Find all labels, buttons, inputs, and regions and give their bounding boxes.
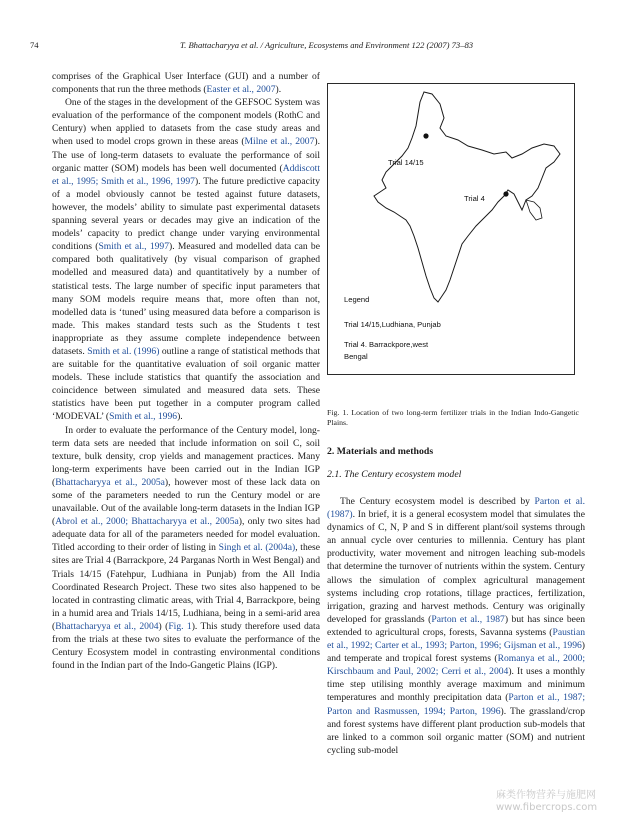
citation-link[interactable]: Parton et al. (1987)	[327, 496, 585, 521]
legend-entry-trial-4-cont: Bengal	[344, 352, 368, 361]
text-run: The Century ecosystem model is described by	[340, 496, 535, 507]
citation-link[interactable]: Paustian et al., 1992; Carter et al., 1993; Parton, 1996; Gijsman et al., 1996	[327, 626, 585, 652]
text-run: ) and temperate and tropical forest systems (	[327, 640, 585, 665]
text-run: comprises of the Graphical User Interface (GUI) and a number of components that run the three methods (	[52, 71, 320, 96]
trial-14-15-marker	[423, 133, 428, 138]
citation-link[interactable]: Easter et al., 2007	[206, 84, 276, 96]
running-header	[30, 40, 588, 54]
text-run: ) (	[158, 620, 169, 632]
watermark-line: 麻类作物营养与施肥网	[496, 790, 596, 801]
trial-4-label: Trial 4	[464, 194, 485, 203]
citation-link[interactable]: Bhattacharyya et al., 2005a	[55, 476, 165, 488]
text-run: outline a range of statistical methods that are suitable for the quantitative evaluation of soil organic matter models. These include statistics that quantify the association and coincidence between simulated and measured data sets. These statistics have been put together in a computer program called ‘MODEVAL’ (	[52, 345, 320, 423]
text-run: ). Measured and modelled data can be compared both qualitatively (by visual comparison of graphed modelled and measured data) and quantitatively by a number of statistical tests. The large number of specific input parameters that many SOM models require means that, more often than not, modelled data is ‘tuned’ using measured data before a comparison is made. This makes standard tests such as the Students t test inappropriate as they assume complete independence between datasets.	[52, 241, 320, 357]
section-title: 2. Materials and methods	[327, 446, 434, 457]
paragraph	[52, 424, 320, 673]
trial-14-15-label: Trial 14/15	[388, 158, 424, 167]
citation-link[interactable]: Smith et al., 1997	[98, 241, 170, 253]
citation-link[interactable]: Parton et al., 1987; Parton and Rasmussen, 1994; Parton, 1996	[327, 692, 585, 717]
text-run: ). This study therefore used data from the trials at these two sites to evaluate the performance of the Century Ecosystem model in contrasting environmental conditions found in the Indian part of the Indo-Gangetic Plains (IGP).	[52, 620, 320, 672]
trial-4-marker	[503, 191, 508, 196]
page-number: 74	[30, 40, 39, 50]
journal-citation: T. Bhattacharyya et al. / Agriculture, Ecosystems and Environment 122 (2007) 73–83	[180, 40, 474, 50]
left-column	[52, 70, 320, 672]
text-run: ). The grassland/crop and forest systems have different plant production sub-models that are linked to a common soil organic matter (SOM) and nutrient cycling sub-model	[327, 705, 585, 756]
text-run: . In brief, it is a general ecosystem model that simulates the dynamics of C, N, P and S in different plant/soil systems through an annual cycle over centuries to millennia. Century has plant productivity, water movement and nitrogen leaching sub-models that determine the turnover of nutrients within the system. Century allows the simulation of complex agricultural management systems including crop rotations, tillage practices, fertilization, irrigation, grazing and harvest methods. Century was originally developed for grasslands (	[327, 509, 585, 625]
text-run: ), however most of these lack data on some of the parameters needed to run the Century model or are unavailable. Out of the available long-term datasets in the Indian IGP (	[52, 476, 320, 528]
legend-title: Legend	[344, 295, 370, 304]
citation-link[interactable]: Bhattacharyya et al., 2004	[55, 620, 159, 632]
text-run: One of the stages in the development of the GEFSOC System was evaluation of the performance of the component models (RothC and Century) when applied to datasets from the case study areas and when used to model crops grown in these areas (	[52, 97, 320, 148]
citation-link[interactable]: Parton et al., 1987	[431, 613, 505, 625]
text-run: ) but has since been extended to agricultural crops, forests, Savanna systems (	[327, 613, 585, 638]
figure-map	[327, 83, 575, 375]
northeast-outline	[526, 200, 542, 220]
text-run: ), only two sites had adequate data for all of the parameters needed for model evaluation. Titled according to their order of listing in	[52, 516, 320, 554]
watermark-line: www.fibercrops.com	[496, 802, 598, 813]
watermark	[496, 790, 597, 814]
text-run: In order to evaluate the performance of the Century model, long-term data sets are needed that include information on soil C, soil texture, bulk density, crop yields and management practices. Many long-term experiments have been carried out in the Indian IGP (	[52, 424, 320, 488]
india-map	[328, 84, 574, 374]
figure-caption: Fig. 1. Location of two long-term fertilizer trials in the Indian Indo-Gangetic Plains.	[327, 408, 579, 428]
text-run: ). The use of long-term datasets to evaluate the performance of soil organic matter (SOM) models has been well documented (	[52, 136, 320, 174]
legend-entry-trial-14-15: Trial 14/15,Ludhiana, Punjab	[344, 320, 441, 329]
text-run: ).	[177, 411, 183, 423]
paragraph	[327, 495, 585, 757]
citation-link[interactable]: Fig. 1	[168, 620, 192, 632]
text-run: , these sites are Trial 4 (Barrackpore, 24 Parganas North in West Bengal) and Trials 14/15 (Fatehpur, Ludhiana in Punjab) from the All India Coordinated Research Project. These two sites also happened to be located in contrasting climatic areas, with Trial 4, Barrackpore, being in a humid area and Trials 14/15, Ludhiana, being in a semi-arid area (	[52, 542, 321, 632]
text-run: ). The future predictive capacity of a model obviously cannot be tested against future datasets, however, the models’ ability to simulate past experimental datasets spanning several years or decades may give an indication of the models’ capacity to predict change under varying environmental conditions (	[52, 175, 320, 253]
text-run: ).	[275, 84, 282, 96]
subsection-title: 2.1. The Century ecosystem model	[327, 469, 462, 480]
paragraph	[52, 96, 320, 423]
citation-link[interactable]: Smith et al., 1996	[109, 411, 178, 423]
citation-link[interactable]: Addiscott et al., 1995; Smith et al., 1996, 1997	[52, 162, 320, 187]
citation-link[interactable]: Romanya et al., 2000; Kirschbaum and Paul, 2002; Cerri et al., 2004	[327, 653, 585, 678]
citation-link[interactable]: Abrol et al., 2000; Bhattacharyya et al., 2005a	[55, 516, 239, 528]
right-column	[327, 495, 585, 757]
legend-entry-trial-4: Trial 4. Barrackpore,west	[344, 340, 429, 349]
citation-link[interactable]: Singh et al. (2004a)	[218, 542, 296, 554]
citation-link[interactable]: Smith et al. (1996)	[87, 345, 160, 357]
text-run: ). It uses a monthly time step utilising monthly average maximum and minimum temperatures and monthly precipitation data (	[327, 666, 586, 704]
citation-link[interactable]: Milne et al., 2007	[244, 136, 315, 148]
paragraph	[52, 70, 320, 96]
